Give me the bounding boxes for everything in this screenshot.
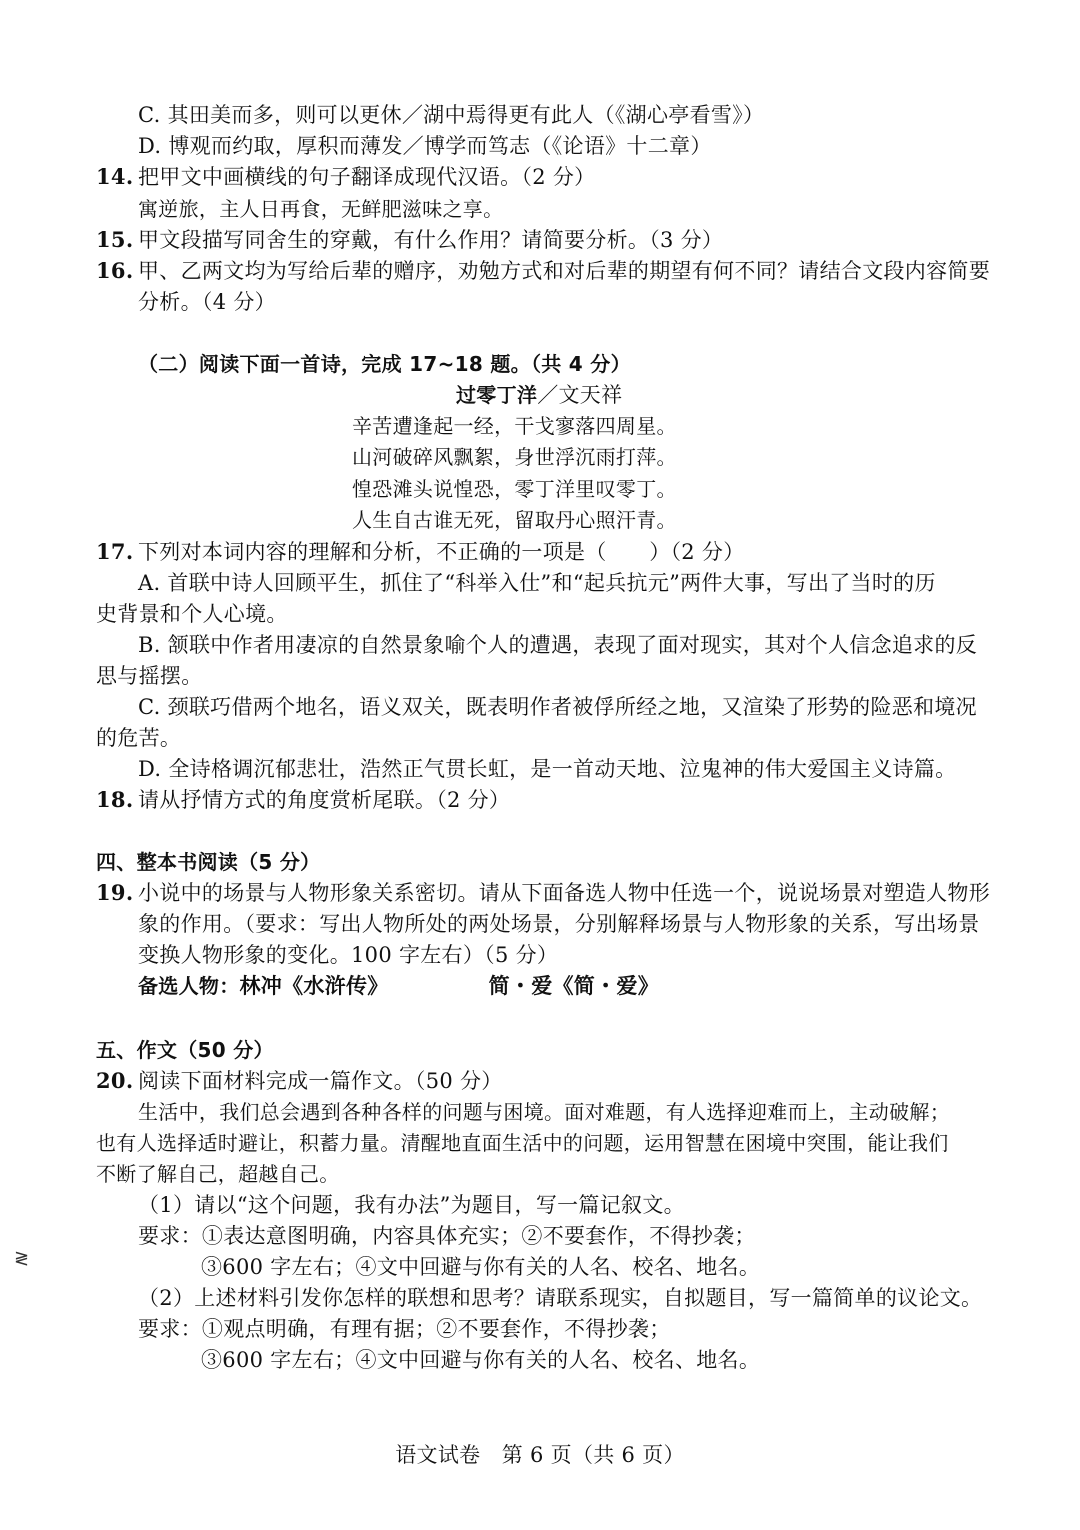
q14-number: 14. [96, 164, 134, 189]
q19-candidate-2: 简・爱《简・爱》 [488, 973, 660, 998]
q20-prompt-1-req-a: 要求：①表达意图明确，内容具体充实；②不要套作，不得抄袭； [138, 1224, 756, 1248]
q17-option-a-line1: A. 首联中诗人回顾平生，抓住了“科举入仕”和“起兵抗元”两件大事，写出了当时的历 [138, 571, 936, 595]
q16 [96, 256, 990, 286]
q20 [96, 1066, 503, 1096]
q20-prompt-1: （1）请以“这个问题，我有办法”为题目，写一篇记叙文。 [138, 1193, 685, 1217]
q13-option-d: D. 博观而约取，厚积而薄发／博学而笃志（《论语》十二章） [138, 134, 712, 158]
section4-heading: 四、整本书阅读（5 分） [96, 850, 321, 874]
q15 [96, 225, 723, 255]
q18-text: 请从抒情方式的角度赏析尾联。（2 分） [138, 788, 511, 812]
q15-text: 甲文段描写同舍生的穿戴，有什么作用？请简要分析。（3 分） [138, 228, 724, 252]
q17-option-d: D. 全诗格调沉郁悲壮，浩然正气贯长虹，是一首动天地、泣鬼神的伟大爱国主义诗篇。 [138, 757, 957, 781]
poem-line-4: 人生自古谁无死，留取丹心照汗青。 [352, 508, 677, 532]
q19-candidate-1: 林冲《水浒传》 [239, 973, 389, 998]
poem-line-3: 惶恐滩头说惶恐，零丁洋里叹零丁。 [352, 477, 677, 501]
q19-candidates-label: 备选人物： [138, 974, 240, 998]
poem-line-2: 山河破碎风飘絮，身世浮沉雨打萍。 [352, 445, 677, 469]
q19 [96, 878, 990, 908]
q20-number: 20. [96, 1068, 134, 1093]
q19-candidates [138, 971, 659, 1001]
q13-option-c: C. 其田美而多，则可以更休／湖中焉得更有此人（《湖心亭看雪》） [138, 103, 765, 127]
q20-stem: 阅读下面材料完成一篇作文。（50 分） [138, 1069, 503, 1093]
q15-number: 15. [96, 227, 134, 252]
poem-line-1: 辛苦遭逢起一经，干戈寥落四周星。 [352, 414, 677, 438]
q17-option-b-line1: B. 颔联中作者用凄凉的自然景象喻个人的遭遇，表现了面对现实，其对个人信念追求的反 [138, 633, 978, 657]
q17-stem: 下列对本词内容的理解和分析，不正确的一项是（ ）（2 分） [138, 540, 745, 564]
q14-text: 把甲文中画横线的句子翻译成现代汉语。（2 分） [138, 165, 596, 189]
q17-option-a-line2: 史背景和个人心境。 [96, 602, 288, 626]
q14-quote: 寓逆旅，主人日再食，无鲜肥滋味之享。 [138, 197, 504, 221]
q17-number: 17. [96, 539, 134, 564]
q17-option-b-line2: 思与摇摆。 [96, 664, 203, 688]
q20-prompt-2-req-a: 要求：①观点明确，有理有据；②不要套作，不得抄袭； [138, 1317, 671, 1341]
poem-title: 过零丁洋 [456, 383, 538, 407]
q20-material-line1: 生活中，我们总会遇到各种各样的问题与困境。面对难题，有人选择迎难而上，主动破解； [138, 1100, 950, 1124]
page-footer: 语文试卷 第 6 页（共 6 页） [395, 1443, 685, 1467]
q17 [96, 537, 745, 567]
q16-text-line1: 甲、乙两文均为写给后辈的赠序，劝勉方式和对后辈的期望有何不同？请结合文段内容简要 [138, 259, 990, 283]
q17-option-c-line2: 的危苦。 [96, 726, 182, 750]
q17-option-c-line1: C. 颈联巧借两个地名，语义双关，既表明作者被俘所经之地，又渲染了形势的险恶和境况 [138, 695, 977, 719]
q18 [96, 785, 510, 815]
section2-heading: （二）阅读下面一首诗，完成 17~18 题。（共 4 分） [138, 352, 631, 376]
q20-prompt-2-req-b: ③600 字左右；④文中回避与你有关的人名、校名、地名。 [201, 1348, 761, 1372]
section5-heading: 五、作文（50 分） [96, 1038, 274, 1062]
q19-line2: 象的作用。（要求：写出人物所处的两处场景，分别解释场景与人物形象的关系，写出场景 [138, 912, 980, 936]
margin-mark: ≷ [14, 1248, 30, 1269]
q19-line1: 小说中的场景与人物形象关系密切。请从下面备选人物中任选一个，说说场景对塑造人物形 [138, 881, 990, 905]
poem-title-line [456, 380, 622, 410]
q14 [96, 162, 595, 192]
poem-author: ／文天祥 [537, 383, 623, 407]
q16-number: 16. [96, 258, 134, 283]
q16-text-line2: 分析。（4 分） [138, 290, 276, 314]
q19-line3: 变换人物形象的变化。100 字左右）（5 分） [138, 943, 559, 967]
q19-number: 19. [96, 880, 134, 905]
q20-material-line3: 不断了解自己，超越自己。 [96, 1162, 340, 1186]
q20-material-line2: 也有人选择适时避让，积蓄力量。清醒地直面生活中的问题，运用智慧在困境中突围，能让我们 [96, 1131, 949, 1155]
q18-number: 18. [96, 787, 134, 812]
q20-prompt-1-req-b: ③600 字左右；④文中回避与你有关的人名、校名、地名。 [201, 1255, 761, 1279]
q20-prompt-2: （2）上述材料引发你怎样的联想和思考？请联系现实，自拟题目，写一篇简单的议论文。 [138, 1286, 983, 1310]
